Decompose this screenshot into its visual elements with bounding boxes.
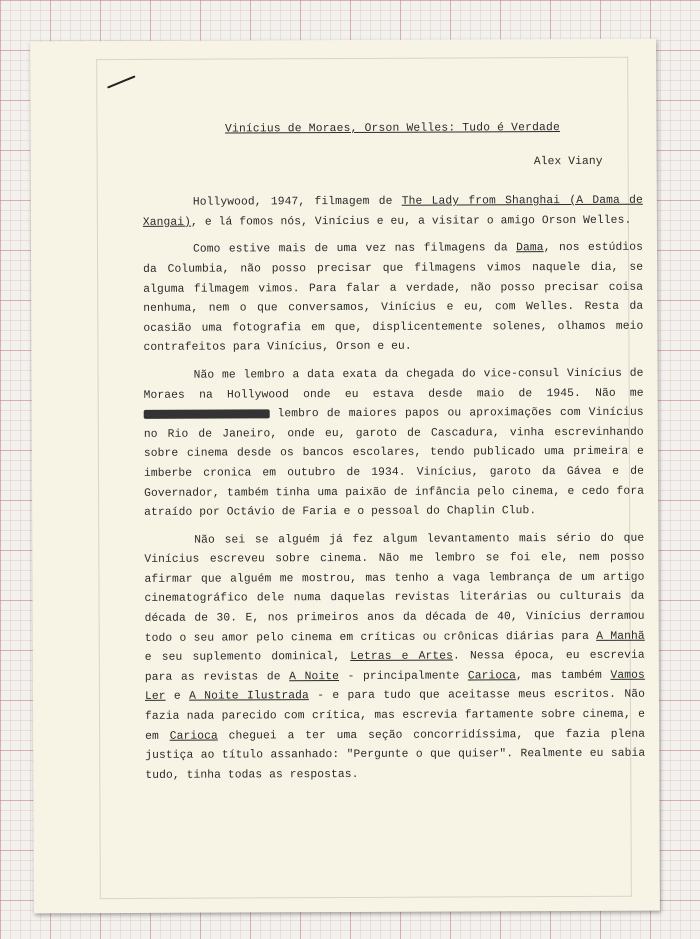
underlined-title: Dama: [516, 242, 544, 255]
underlined-title: Carioca: [467, 670, 517, 683]
underlined-title: Letras e Artes: [350, 650, 454, 664]
pen-mark: [107, 75, 136, 88]
text-run: , nos estúdios da Columbia, não posso precisar que filmagens vimos naquele dia, se alguma filmagem vimos. Para falar a verdade, não posso precisar coisa nenhuma, nem o que conversamos, Vinícius e eu, com Welles. Resta da ocasião uma fotografia em que, displicentemente solenes, olhamos meio contrafeitos para Vinícius, Orson e eu.: [143, 242, 644, 355]
underlined-title: A Noite Ilustrada: [189, 690, 309, 704]
text-run: , e lá fomos nós, Vinícius e eu, a visitar o amigo Orson Welles.: [191, 214, 632, 229]
underlined-title: A Noite: [289, 670, 340, 684]
paper-sheet: [30, 39, 660, 914]
text-run: , mas também: [516, 669, 611, 683]
document-author: Alex Viany: [533, 155, 603, 168]
text-run: Não sei se alguém já fez algum levantamento mais sério do que Vinícius escreveu sobre cinema. Não me lembro se foi ele, nem posso afirmar que alguém me mostrou, mas tenho a vaga lembrança de um artigo cinematográfico dele numa daquelas revistas literárias ou culturais da década de 30. E, nos primeiros anos da década de 40, Vinícius derramou todo o seu amor pelo cinema em críticas ou crônicas diárias para: [144, 532, 645, 645]
text-run: cheguei a ter uma seção concorridíssima, que fazia plena justiça ao título assanhado: "Pergunte o que quiser". Realmente eu sabia tudo, tinha todas as respostas.: [145, 728, 646, 782]
text-run: Não me lembro a data exata da chegada do vice-consul Vinícius de Moraes na Hollywood onde eu estava desde maio de 1945. Não me: [143, 367, 644, 402]
crossed-out-text: [144, 409, 270, 419]
text-run: . Nessa época, eu escrevia para as revistas de: [144, 649, 645, 684]
text-run: Hollywood, 1947, filmagem de: [192, 195, 402, 209]
document-body: [143, 192, 646, 786]
typed-text: [142, 119, 645, 787]
underlined-title: Vamos Ler: [144, 669, 645, 704]
text-run: e seu suplemento dominical,: [144, 651, 351, 665]
paragraph: [144, 365, 645, 524]
underlined-title: The Lady from Shanghai (A Dama de Xangai): [142, 194, 643, 229]
text-run: - e para tudo que aceitasse meus escritos. Não fazia nada parecido com crítica, mas escrevia fartamente sobre cinema, e em: [145, 689, 646, 743]
text-run: lembro de maiores papos ou aproximações com Vinícius no Rio de Janeiro, onde eu, garoto de Cascadura, vinha escrevinhando sobre cinema desde os bancos escolares, tendo publicado uma primeira e imberbe cronica em outubro de 1934. Vinícius, garoto da Gávea e de Governador, também tinha uma paixão de infância pelo cinema, e cedo fora atraído por Octávio de Faria e o pessoal do Chaplin Club.: [143, 406, 645, 519]
text-run: e: [165, 691, 190, 704]
text-run: Como estive mais de uma vez nas filmagens da: [192, 242, 517, 257]
paragraph: [143, 239, 644, 359]
text-run: - principalmente: [338, 670, 468, 683]
document-title: Vinícius de Moraes, Orson Welles: Tudo é Verdade: [224, 122, 561, 136]
underlined-title: A Manhã: [596, 630, 645, 643]
underlined-title: Carioca: [169, 730, 218, 743]
paragraph: [144, 529, 645, 786]
paragraph: [143, 192, 643, 233]
